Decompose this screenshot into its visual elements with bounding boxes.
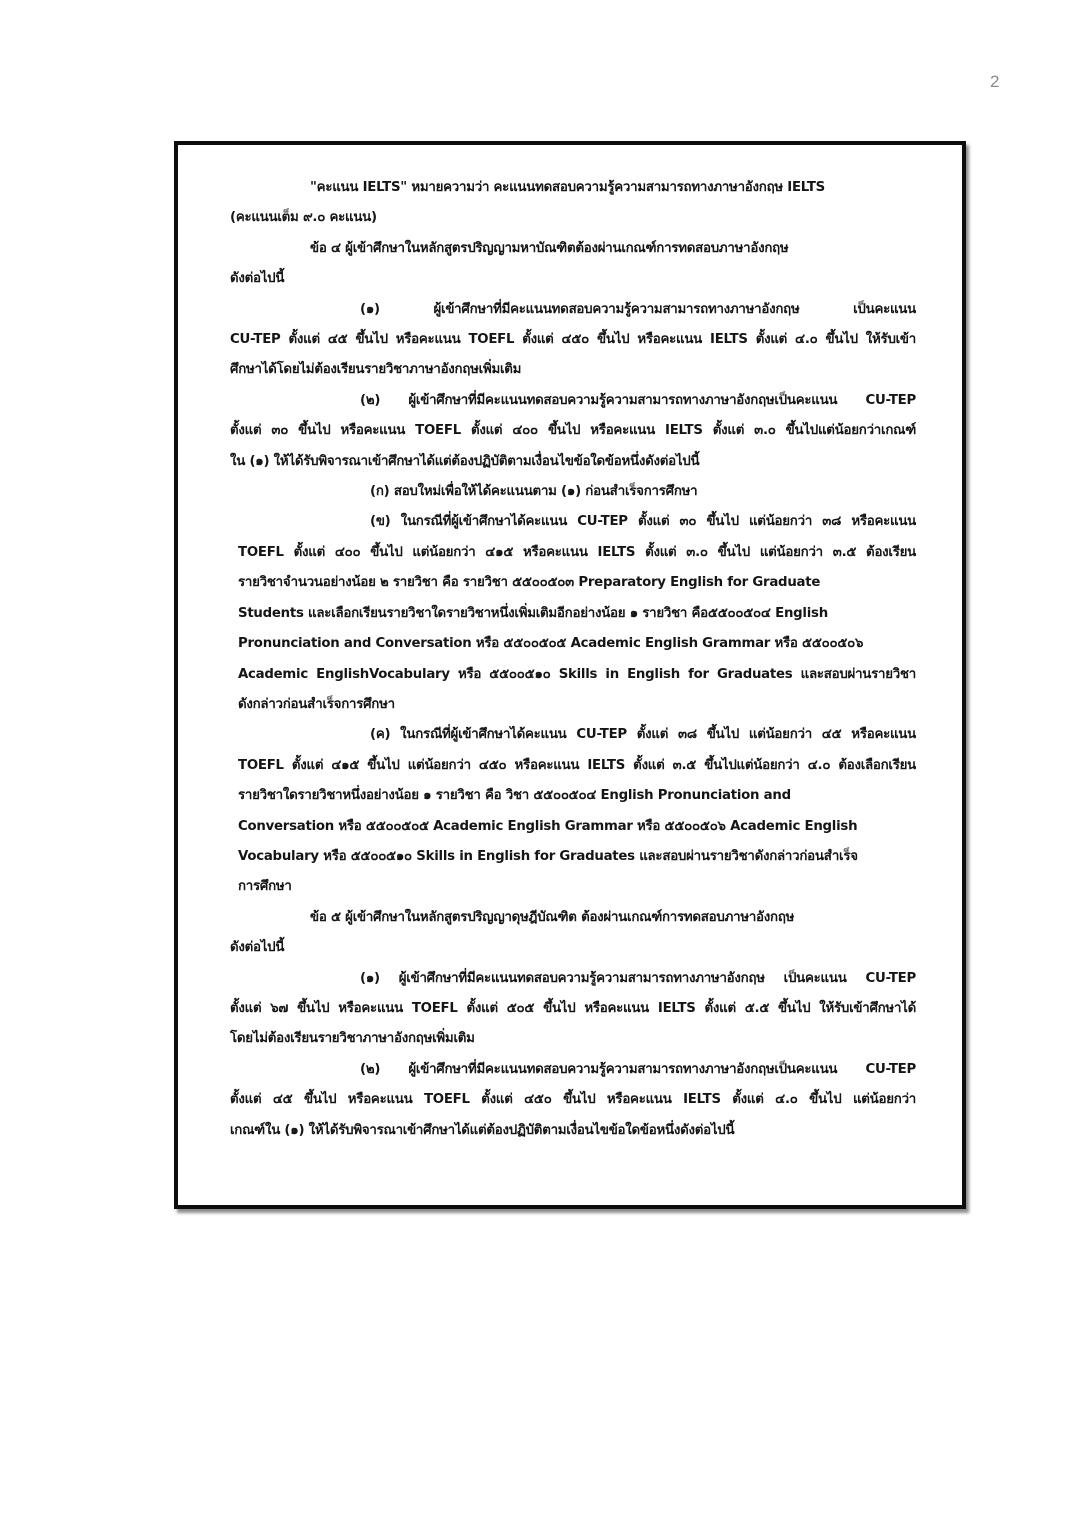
text-line: ใน (๑) ให้ได้รับพิจารณาเข้าศึกษาได้แต่ต้องปฏิบัติตามเงื่อนไขข้อใดข้อหนึ่งดังต่อไปนี้	[230, 453, 700, 469]
text-line: TOEFL ตั้งแต่ ๔๐๐ ขึ้นไป แต่น้อยกว่า ๔๑๕ หรือคะแนน IELTS ตั้งแต่ ๓.๐ ขึ้นไป แต่น้อยกว่า ๓.๕ ต้องเรียน	[238, 544, 916, 560]
text-line: รายวิชาจำนวนอย่างน้อย ๒ รายวิชา คือ รายวิชา ๕๕๐๐๕๐๓ Preparatory English for Graduate	[238, 575, 821, 591]
clause-5-heading: ข้อ ๕ ผู้เข้าศึกษาในหลักสูตรปริญญาดุษฎีบัณฑิต ต้องผ่านเกณฑ์การทดสอบภาษาอังกฤษ	[310, 909, 795, 925]
text-line: ดังต่อไปนี้	[230, 271, 285, 287]
text-line: (ค) ในกรณีที่ผู้เข้าศึกษาได้คะแนน CU-TEP ตั้งแต่ ๓๘ ขึ้นไป แต่น้อยกว่า ๔๕ หรือคะแนน	[370, 727, 916, 743]
text-line: Students และเลือกเรียนรายวิชาใดรายวิชาหนึ่งเพิ่มเติมอีกอย่างน้อย ๑ รายวิชา คือ๕๕๐๐๕๐๔ English	[238, 605, 828, 621]
text-line: Academic EnglishVocabulary หรือ ๕๕๐๐๕๑๐ Skills in English for Graduates และสอบผ่านรายวิชา	[238, 666, 916, 682]
text-line: (๒) ผู้เข้าศึกษาที่มีคะแนนทดสอบความรู้ความสามารถทางภาษาอังกฤษเป็นคะแนน CU-TEP	[360, 392, 916, 408]
text-line: ดังกล่าวก่อนสำเร็จการศึกษา	[238, 696, 395, 712]
text-line: Pronunciation and Conversation หรือ ๕๕๐๐๕๐๕ Academic English Grammar หรือ ๕๕๐๐๕๐๖	[238, 636, 864, 652]
text-line: (๑) ผู้เข้าศึกษาที่มีคะแนนทดสอบความรู้ความสามารถทางภาษาอังกฤษ เป็นคะแนน	[360, 301, 916, 317]
text-line: (๑) ผู้เข้าศึกษาที่มีคะแนนทดสอบความรู้ความสามารถทางภาษาอังกฤษ เป็นคะแนน CU-TEP	[360, 970, 916, 986]
text-line: ตั้งแต่ ๖๗ ขึ้นไป หรือคะแนน TOEFL ตั้งแต่ ๕๐๕ ขึ้นไป หรือคะแนน IELTS ตั้งแต่ ๕.๕ ขึ้นไป ให้รับเข้าศึกษาได้	[230, 1000, 916, 1016]
page-number: 2	[990, 72, 1000, 91]
text-line: Conversation หรือ ๕๕๐๐๕๐๕ Academic English Grammar หรือ ๕๕๐๐๕๐๖ Academic English	[238, 818, 858, 834]
regulation-text	[230, 173, 916, 1146]
text-line: (ก) สอบใหม่เพื่อให้ได้คะแนนตาม (๑) ก่อนสำเร็จการศึกษา	[370, 484, 698, 500]
text-line: โดยไม่ต้องเรียนรายวิชาภาษาอังกฤษเพิ่มเติม	[230, 1031, 475, 1047]
scanned-page-frame	[174, 141, 966, 1209]
text-line: ดังต่อไปนี้	[230, 940, 285, 956]
text-line: การศึกษา	[238, 879, 292, 895]
clause-4-heading: ข้อ ๔ ผู้เข้าศึกษาในหลักสูตรปริญญามหาบัณฑิตต้องผ่านเกณฑ์การทดสอบภาษาอังกฤษ	[310, 240, 789, 256]
text-line: (คะแนนเต็ม ๙.๐ คะแนน)	[230, 210, 377, 226]
text-line: เกณฑ์ใน (๑) ให้ได้รับพิจารณาเข้าศึกษาได้แต่ต้องปฏิบัติตามเงื่อนไขข้อใดข้อหนึ่งดังต่อไปนี้	[230, 1122, 735, 1138]
text-line: ศึกษาได้โดยไม่ต้องเรียนรายวิชาภาษาอังกฤษเพิ่มเติม	[230, 362, 522, 378]
text-line: TOEFL ตั้งแต่ ๔๑๕ ขึ้นไป แต่น้อยกว่า ๔๕๐ หรือคะแนน IELTS ตั้งแต่ ๓.๕ ขึ้นไปแต่น้อยกว่า ๔.๐ ต้องเลือกเรียน	[238, 757, 916, 773]
text-line: "คะแนน IELTS" หมายความว่า คะแนนทดสอบความรู้ความสามารถทางภาษาอังกฤษ IELTS	[310, 180, 825, 195]
text-line: ตั้งแต่ ๓๐ ขึ้นไป หรือคะแนน TOEFL ตั้งแต่ ๔๐๐ ขึ้นไป หรือคะแนน IELTS ตั้งแต่ ๓.๐ ขึ้นไปแต่น้อยกว่าเกณฑ์	[230, 423, 916, 439]
text-line: Vocabulary หรือ ๕๕๐๐๕๑๐ Skills in English for Graduates และสอบผ่านรายวิชาดังกล่าวก่อนสำเร็จ	[238, 848, 858, 864]
text-line: CU-TEP ตั้งแต่ ๔๕ ขึ้นไป หรือคะแนน TOEFL ตั้งแต่ ๔๕๐ ขึ้นไป หรือคะแนน IELTS ตั้งแต่ ๔.๐ ขึ้นไป ให้รับเข้า	[230, 332, 916, 348]
text-line: ตั้งแต่ ๔๕ ขึ้นไป หรือคะแนน TOEFL ตั้งแต่ ๔๕๐ ขึ้นไป หรือคะแนน IELTS ตั้งแต่ ๔.๐ ขึ้นไป แต่น้อยกว่า	[230, 1092, 916, 1108]
text-line: รายวิชาใดรายวิชาหนึ่งอย่างน้อย ๑ รายวิชา คือ วิชา ๕๕๐๐๕๐๔ English Pronunciation and	[238, 788, 791, 804]
text-line: (ข) ในกรณีที่ผู้เข้าศึกษาได้คะแนน CU-TEP ตั้งแต่ ๓๐ ขึ้นไป แต่น้อยกว่า ๓๘ หรือคะแนน	[370, 514, 916, 530]
text-line: (๒) ผู้เข้าศึกษาที่มีคะแนนทดสอบความรู้ความสามารถทางภาษาอังกฤษเป็นคะแนน CU-TEP	[360, 1061, 916, 1077]
